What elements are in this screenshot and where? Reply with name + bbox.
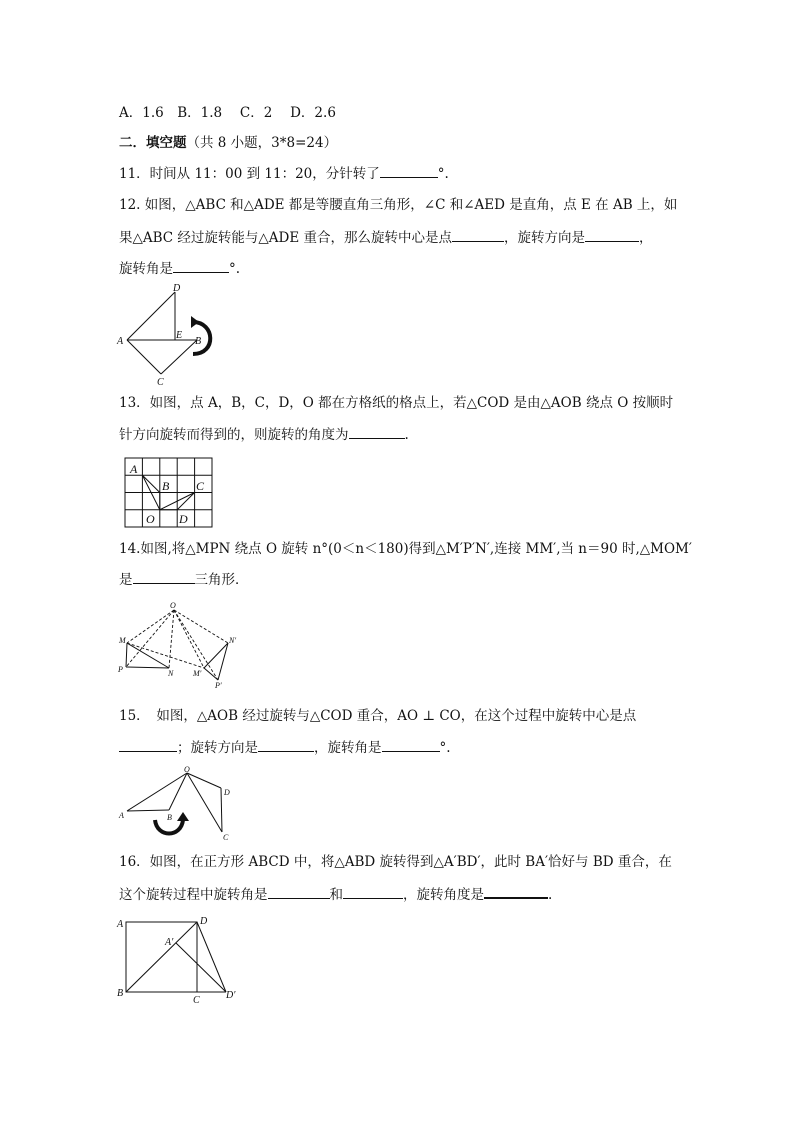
- q12-line3a: 旋转角是: [119, 261, 173, 277]
- answer-blank[interactable]: [343, 885, 403, 899]
- segment-CD: [177, 493, 194, 510]
- label-M: M: [119, 636, 126, 645]
- label-C: C: [193, 995, 200, 1006]
- q11-text: 11．时间从 11：00 到 11：20，分针转了: [119, 166, 380, 182]
- segment-BD: [126, 922, 197, 992]
- q15-line2c: °.: [439, 740, 451, 756]
- q16-line2a: 这个旋转过程中旋转角是: [119, 887, 268, 903]
- q13-line2b: .: [404, 427, 409, 443]
- q10-options: A．1.6 B．1.8 C．2 D．2.6: [119, 105, 336, 121]
- label-P: P: [118, 665, 123, 674]
- q16-line1: 16．如图，在正方形 ABCD 中，将△ABD 旋转得到△A′BD′，此时 BA′恰好与 BD 重合，在: [119, 854, 672, 870]
- section-heading: [119, 133, 679, 153]
- q16-line2b: 和: [329, 887, 343, 903]
- label-D-prime: D′: [226, 990, 236, 1001]
- q14-line1: 14.如图,将△MPN 绕点 O 旋转 n°(0＜n＜180)得到△M′P′N′,连接 MM′,当 n＝90 时,△MOM′: [119, 541, 692, 557]
- segment-MP: [126, 643, 127, 667]
- q16-line2d: .: [548, 887, 553, 903]
- label-C: C: [196, 479, 205, 493]
- q12-line2b: ，旋转方向是: [504, 230, 586, 246]
- q15-line1: 15． 如图，△AOB 经过旋转与△COD 重合，AO ⊥ CO，在这个过程中旋转中心是点: [119, 708, 637, 724]
- segment-DD2: [197, 922, 226, 992]
- q14-line2a: 是: [119, 572, 133, 588]
- segment-AB: [127, 810, 169, 811]
- answer-blank[interactable]: [119, 738, 177, 752]
- q15-line2b: ，旋转角是: [314, 740, 382, 756]
- label-E: E: [176, 330, 183, 341]
- q12-figure: [115, 282, 235, 392]
- segment-MM2: [127, 643, 204, 668]
- segment-MN: [127, 643, 169, 668]
- label-D: D: [200, 916, 208, 927]
- segment-OC: [187, 773, 222, 832]
- q13-line1: 13．如图，点 A，B，C，D，O 都在方格纸的格点上，若△COD 是由△AOB 绕点 O 按顺时: [119, 395, 674, 411]
- answer-blank[interactable]: [133, 570, 195, 584]
- answer-blank[interactable]: [349, 425, 405, 439]
- q13-line2a: 针方向旋转而得到的，则旋转的角度为: [119, 427, 349, 443]
- q15-line2: [119, 738, 679, 758]
- segment-DC: [221, 788, 222, 832]
- label-C: C: [223, 833, 229, 842]
- answer-blank[interactable]: [452, 228, 504, 242]
- question-11: [119, 164, 679, 184]
- q11-tail: °.: [437, 166, 449, 182]
- answer-blank[interactable]: [258, 738, 314, 752]
- answer-blank[interactable]: [484, 884, 548, 899]
- label-D: D: [179, 512, 188, 526]
- segment-CB: [161, 340, 197, 374]
- q16-line2: [119, 884, 679, 905]
- label-B: B: [167, 813, 172, 822]
- q12-line1: 12. 如图，△ABC 和△ADE 都是等腰直角三角形，∠C 和∠AED 是直角，点 E 在 AB 上，如: [119, 197, 678, 213]
- label-A: A: [130, 462, 138, 476]
- q15-line2a: ；旋转方向是: [177, 740, 258, 756]
- label-A: A: [117, 336, 124, 347]
- segment-AD: [127, 292, 175, 340]
- arrow-head-icon: [177, 812, 189, 821]
- q12-line2c: ，: [639, 230, 653, 246]
- q16-figure: [115, 912, 255, 1007]
- section-title: 二．填空题: [119, 135, 187, 151]
- label-O: O: [184, 765, 190, 774]
- answer-blank[interactable]: [585, 228, 639, 242]
- label-B: B: [117, 988, 124, 999]
- segment-A2D2: [176, 943, 226, 992]
- answer-blank[interactable]: [382, 738, 440, 752]
- label-O: O: [146, 512, 155, 526]
- label-O: O: [170, 601, 176, 610]
- label-B: B: [195, 336, 202, 347]
- label-A-prime: A′: [165, 937, 174, 948]
- label-P-prime: P′: [215, 681, 222, 690]
- q12-line2: [119, 228, 679, 248]
- q14-line2: [119, 570, 679, 590]
- label-N-prime: N′: [229, 636, 237, 645]
- segment-AC: [127, 340, 161, 374]
- q13-line2: [119, 425, 679, 445]
- section-note: （共 8 小题，3*8=24）: [186, 135, 338, 151]
- segment-AB: [142, 475, 159, 492]
- rotation-arrow-icon: [155, 820, 183, 834]
- label-A: A: [117, 919, 124, 930]
- q15-figure: [115, 764, 245, 844]
- arrow-head-icon: [191, 316, 199, 328]
- q14-line2b: 三角形．: [194, 572, 249, 588]
- q16-line2c: ，旋转角度是: [403, 887, 484, 903]
- q12-line3b: °.: [229, 261, 241, 277]
- label-N: N: [168, 669, 174, 678]
- answer-blank[interactable]: [173, 259, 229, 273]
- label-C: C: [157, 377, 164, 388]
- segment-PN: [126, 667, 169, 668]
- segment-M2P2: [204, 668, 218, 680]
- answer-blank[interactable]: [268, 885, 330, 899]
- label-M-prime: M′: [193, 669, 202, 678]
- label-A: A: [119, 811, 124, 820]
- label-D: D: [224, 788, 230, 797]
- label-B: B: [162, 479, 170, 493]
- segment-OD: [187, 773, 221, 788]
- q14-figure: [115, 600, 255, 690]
- q12-line2a: 果△ABC 经过旋转能与△ADE 重合，那么旋转中心是点: [119, 230, 453, 246]
- q13-grid-figure: [124, 457, 224, 537]
- q12-line3: [119, 259, 679, 279]
- label-D: D: [173, 283, 181, 294]
- answer-blank[interactable]: [380, 164, 438, 178]
